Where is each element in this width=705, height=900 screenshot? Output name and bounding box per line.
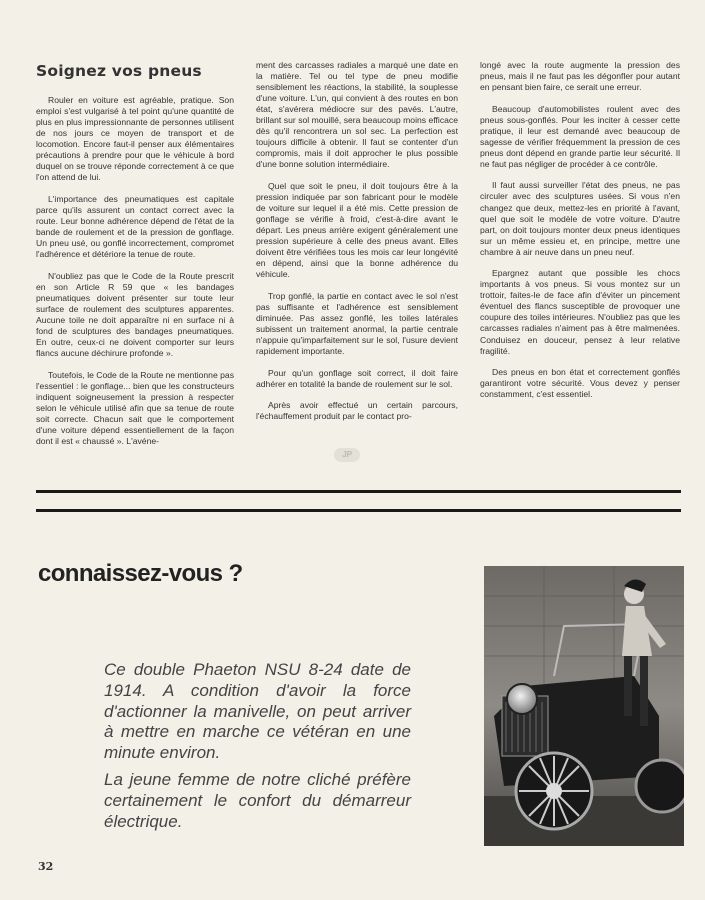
- paragraph: ment des carcasses radiales a marqué une date en la matière. Tel ou tel type de pneu modifie sensiblement les réactions, la stabilité, la souplesse d'une voiture. L'un, qui convient à des routes en bon état, s'avérera médiocre sur des pavés. L'autre, brillant sur sol mouillé, sera beaucoup moins efficace dès qu'il rencontrera un sol sec. La perfection est toujours difficile à obtenir. Il faut se contenter d'un compromis, mais il doit approcher le plus possible d'une bonne solution intermédiaire.: [256, 60, 458, 170]
- divider-rule-top: [36, 490, 681, 493]
- article-title: Soignez vos pneus: [36, 62, 202, 80]
- paragraph: Rouler en voiture est agréable, pratique. Son emploi s'est vulgarisé à tel point qu'une quantité de plus en plus impressionnante de personnes utilisent de nos jours ce moyen de transport et de locomotion. Encore faut-il penser aux élémentaires précautions à prendre pour que le véhicule à bord duquel on se trouve réponde correctement à ce que l'on attend de lui.: [36, 95, 234, 183]
- vintage-car-illustration: [484, 566, 684, 846]
- caption-paragraph: La jeune femme de notre cliché préfère certainement le confort du démarreur électrique.: [104, 769, 411, 831]
- wheel-hub: [546, 783, 562, 799]
- rear-wheel: [636, 760, 684, 812]
- caption-paragraph: Ce double Phaeton NSU 8-24 date de 1914. A condition d'avoir la force d'actionner la manivelle, on peut arriver à mettre en marche ce vétéran en une minute environ.: [104, 660, 411, 763]
- paragraph: longé avec la route augmente la pression des pneus, mais il ne faut pas les dégonfler pour autant en pensant bien faire, ce serait une erreur.: [480, 60, 680, 93]
- woman-leg: [624, 656, 632, 716]
- paragraph: N'oubliez pas que le Code de la Route prescrit en son Article R 59 que « les bandages pneumatiques doivent présenter sur toute leur surface de roulement des sculptures apparentes. Aucune toile ne doit apparaître ni en surface ni à fond de sculptures des bandages pneumatiques. En outre, ceux-ci ne doivent comporter sur leurs flancs aucune déchirure profonde ».: [36, 270, 234, 358]
- article-column-2: [256, 60, 458, 422]
- article-column-1: [36, 95, 234, 447]
- article-column-3: [480, 60, 680, 400]
- paragraph: Epargnez autant que possible les chocs importants à vos pneus. Si vous montez sur un trottoir, faites-le de face afin d'éviter un pincement éventuel des flancs susceptible de provoquer une coupure des toiles intérieures. N'oubliez pas que les carcasses radiales n'aiment pas à être malmenées. Conduisez en douceur, pensez à leur relative fragilité.: [480, 268, 680, 356]
- paragraph: Il faut aussi surveiller l'état des pneus, ne pas circuler avec des sculptures usées. Si vous n'en changez que deux, mettez-les en priorité à l'avant, quel que soit le modèle de votre voiture. D'autre part, on doit toujours monter deux pneus identiques sur un même essieu et, en principe, mettre une chambre à air neuve dans un pneu neuf.: [480, 180, 680, 257]
- photo-caption: [104, 660, 411, 838]
- paragraph: Pour qu'un gonflage soit correct, il doit faire adhérer en totalité la bande de roulement sur le sol.: [256, 367, 458, 389]
- watermark-stamp: JP: [334, 448, 360, 462]
- paragraph: Des pneus en bon état et correctement gonflés garantiront votre sécurité. Vous devez y penser constamment, c'est essentiel.: [480, 367, 680, 400]
- woman-leg: [640, 656, 648, 726]
- quiz-title: connaissez-vous ?: [38, 560, 243, 587]
- vintage-car-photo: [484, 566, 684, 846]
- paragraph: Quel que soit le pneu, il doit toujours être à la pression indiquée par son fabricant pour le modèle de voiture sur lequel il a été mis. Cette pression de gonflage se vérifie à froid, c'est-à-dire avant le départ. Les pneus arrière exigent généralement une pression supérieure à celle des pneus avant. Elles doivent être vérifiées tous les mois car leur longévité en dépend, ainsi que la bonne adhérence du véhicule.: [256, 180, 458, 280]
- page-number: 32: [38, 860, 54, 873]
- paragraph: Trop gonflé, la partie en contact avec le sol n'est pas suffisante et l'adhérence est sensiblement diminuée. Pas assez gonflé, les toiles latérales subissent un traitement anormal, la partie centrale n'appuie qu'imparfaitement sur le sol, l'usure devient rapidement importante.: [256, 290, 458, 357]
- divider-rule-bottom: [36, 509, 681, 512]
- headlamp: [507, 684, 537, 714]
- paragraph: Beaucoup d'automobilistes roulent avec des pneus sous-gonflés. Pour les inciter à cesser cette pratique, il leur est demandé avec beaucoup de sagesse de vérifier fréquemment la pression de ces pneus dont dépend en grande partie leur sécurité. Il ne faut pas négliger de procéder à ce contrôle.: [480, 103, 680, 169]
- paragraph: Toutefois, le Code de la Route ne mentionne pas l'essentiel : le gonflage... bien que les constructeurs indiquent soigneusement la pression à respecter selon le véhicule utilisé afin que sa tenue de route soit correcte. Chacun sait que le comportement d'une voiture dépend essentiellement de la façon dont il est « chaussé ». L'avéne-: [36, 369, 234, 446]
- paragraph: L'importance des pneumatiques est capitale parce qu'ils assurent un contact correct avec la route. Leur bonne adhérence dépend de l'état de la bande de roulement et de la pression de gonflage. Un pneu usé, ou gonflé incorrectement, compromet l'adhérence et détériore la tenue de route.: [36, 193, 234, 260]
- paragraph: Après avoir effectué un certain parcours, l'échauffement produit par le contact pro-: [256, 400, 458, 422]
